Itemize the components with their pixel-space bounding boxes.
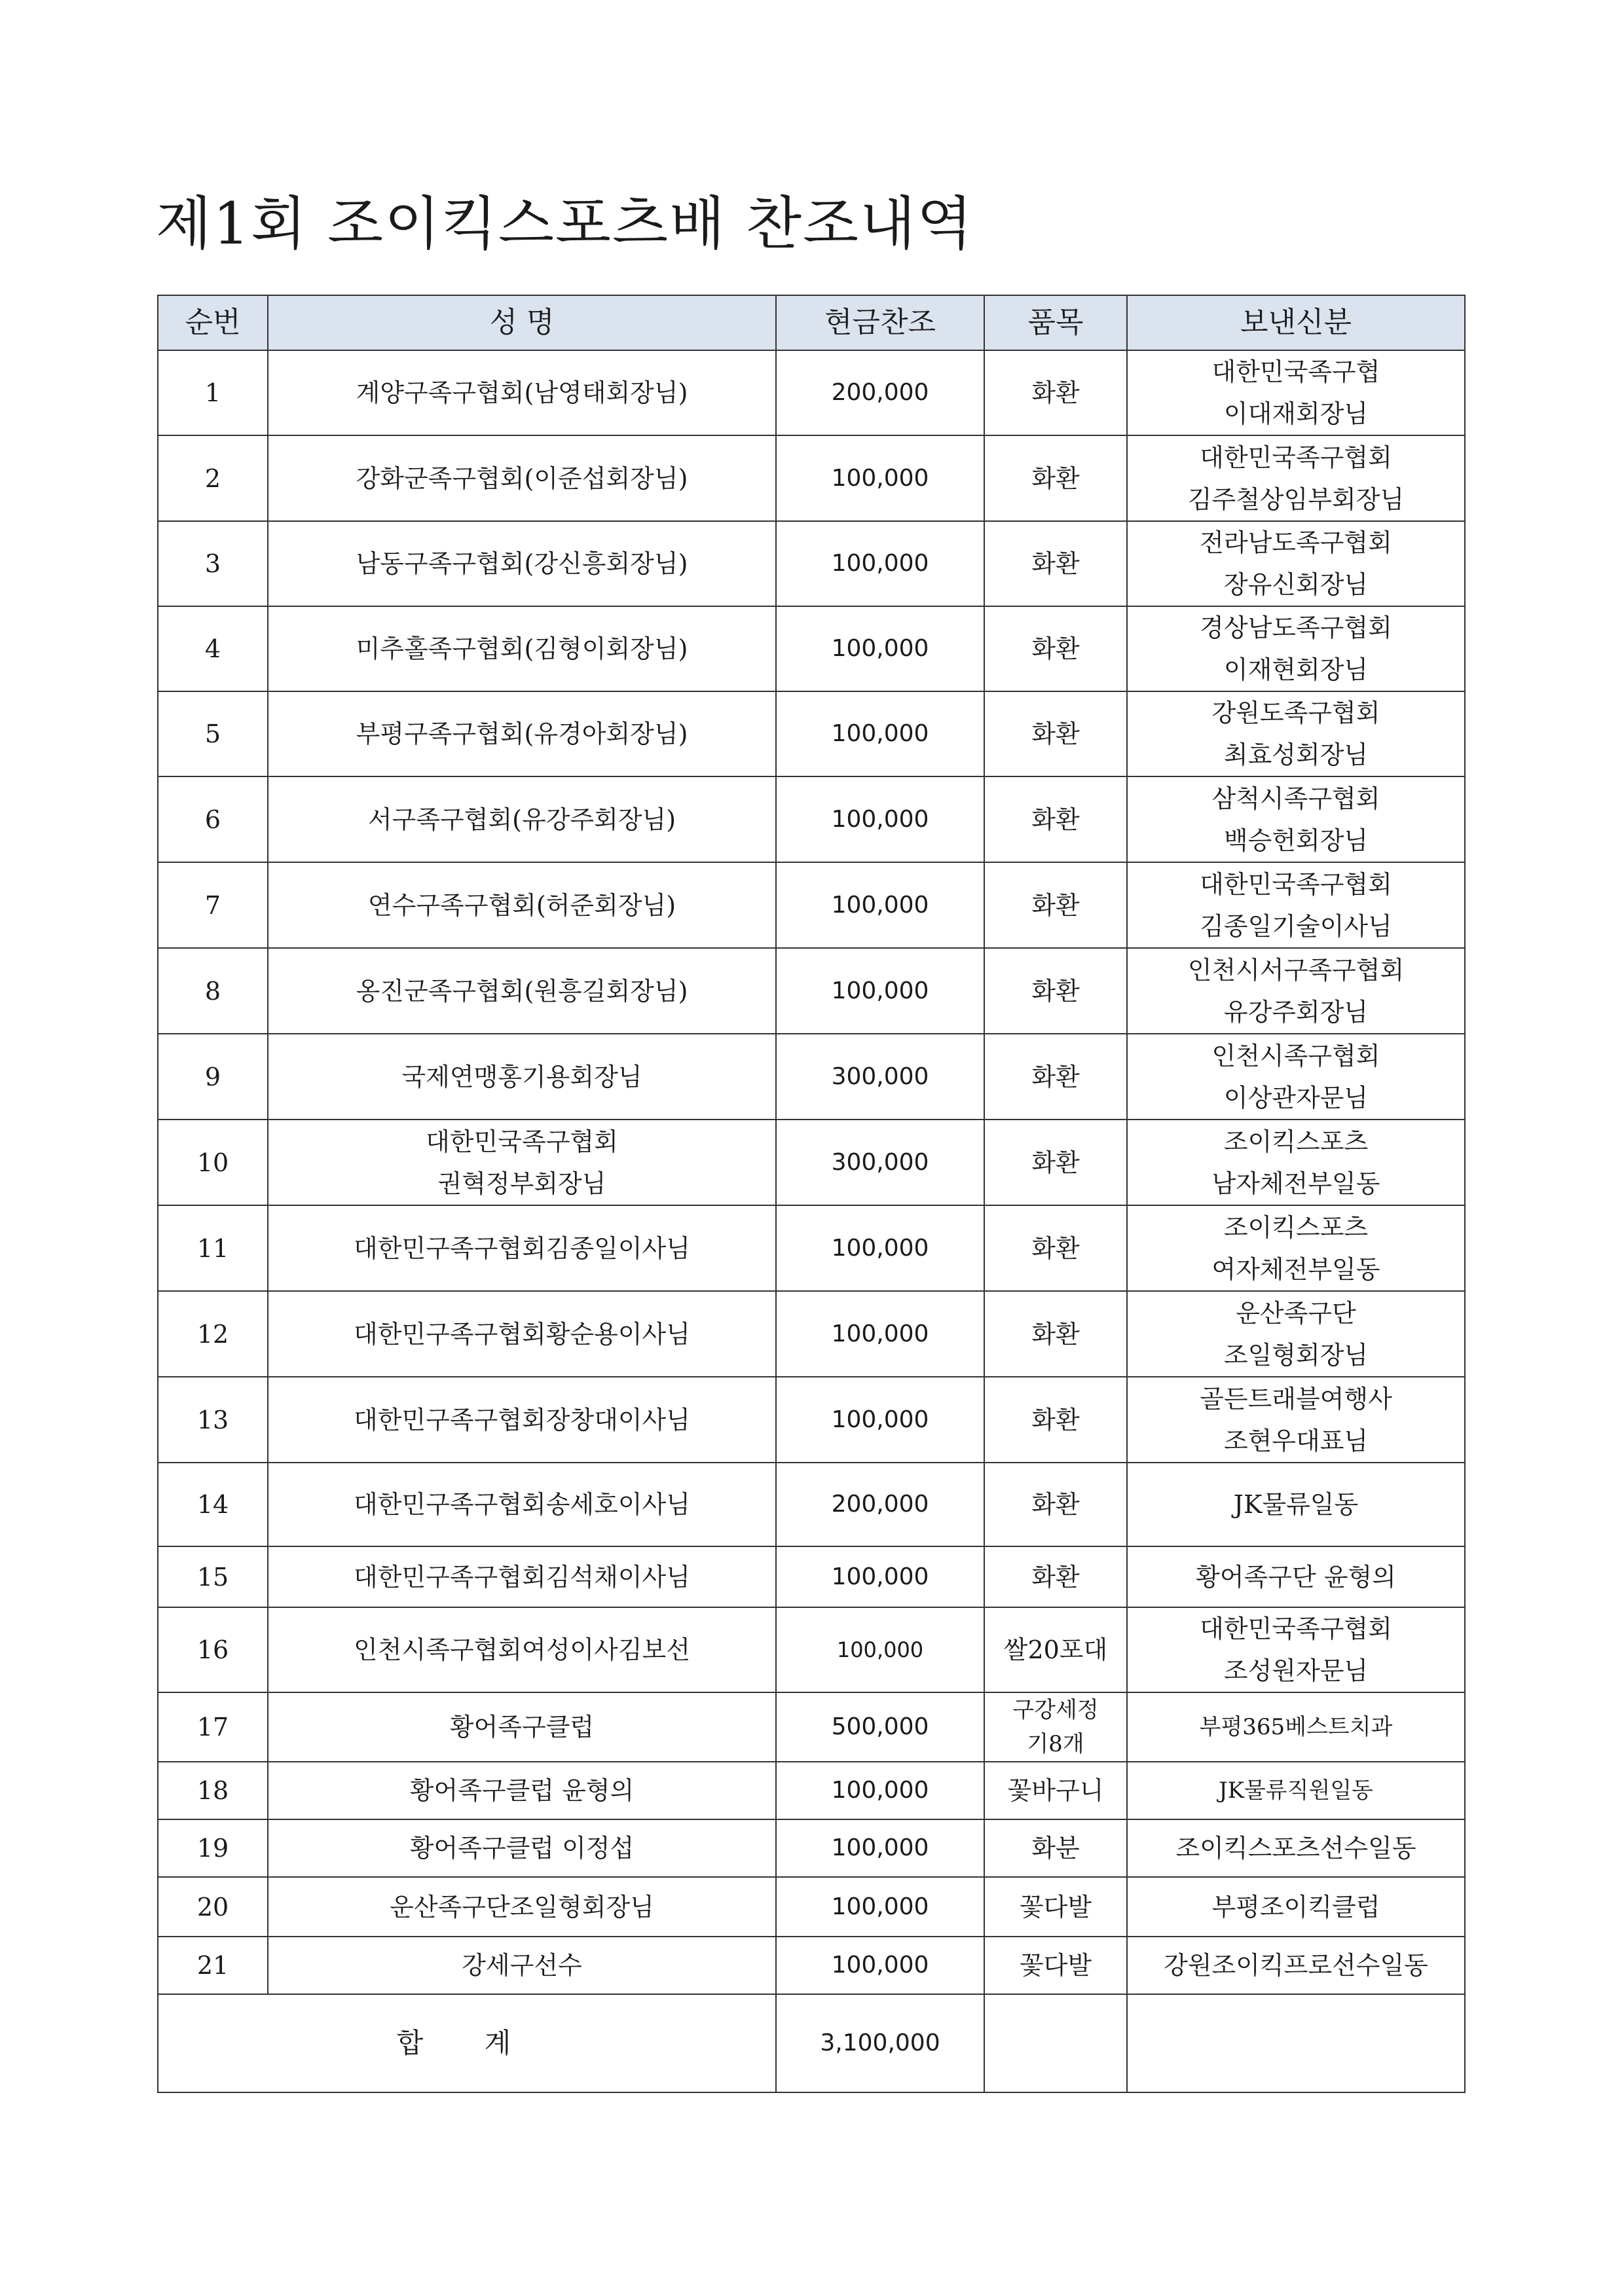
item-line: 화환 <box>1031 464 1080 493</box>
item-line: 꽃바구니 <box>1007 1776 1104 1805</box>
row-sender <box>1127 521 1465 606</box>
sender-line: JK물류직원일동 <box>1218 1777 1374 1804</box>
row-sender <box>1127 1034 1465 1120</box>
row-sender <box>1127 1819 1465 1877</box>
row-item <box>984 1546 1127 1607</box>
sender-line: 조성원자문님 <box>1223 1656 1369 1685</box>
name-line: 미추홀족구협회(김형이회장님) <box>356 634 688 663</box>
header-sender: 보낸신분 <box>1127 295 1465 350</box>
sender-line: 이재현회장님 <box>1223 655 1369 684</box>
row-name <box>268 521 776 606</box>
row-seq: 17 <box>158 1692 268 1762</box>
sender-line: 대한민국족구협 <box>1211 357 1380 386</box>
sender-line: 삼척시족구협회 <box>1211 784 1380 813</box>
row-name <box>268 1205 776 1291</box>
sender-line: 조현우대표님 <box>1223 1426 1369 1455</box>
row-name <box>268 435 776 521</box>
name-line: 강세구선수 <box>462 1951 582 1980</box>
sender-line: 대한민국족구협회 <box>1200 1614 1392 1643</box>
row-item <box>984 1607 1127 1692</box>
row-cash: 100,000 <box>776 1546 984 1607</box>
row-seq: 7 <box>158 862 268 948</box>
row-cash: 100,000 <box>776 1937 984 1994</box>
name-line: 황어족구클럽 윤형의 <box>409 1776 635 1805</box>
item-line: 화환 <box>1031 1562 1080 1592</box>
row-cash: 100,000 <box>776 1819 984 1877</box>
row-sender <box>1127 691 1465 776</box>
name-line: 부평구족구협회(유경아회장님) <box>356 720 688 748</box>
row-name <box>268 1762 776 1819</box>
table-row <box>158 521 1465 606</box>
row-name <box>268 1463 776 1546</box>
row-cash: 200,000 <box>776 1463 984 1546</box>
row-item <box>984 862 1127 948</box>
row-item <box>984 350 1127 435</box>
sender-line: 김종일기술이사님 <box>1200 911 1392 941</box>
sender-line: 김주철상임부회장님 <box>1187 484 1405 514</box>
table-row <box>158 435 1465 521</box>
table-row <box>158 1205 1465 1291</box>
row-sender <box>1127 1762 1465 1819</box>
name-line: 강화군족구협회(이준섭회장님) <box>356 464 688 493</box>
sender-line: 유강주회장님 <box>1223 997 1369 1027</box>
row-item <box>984 1937 1127 1994</box>
item-line: 꽃다발 <box>1019 1951 1092 1980</box>
item-line: 기8개 <box>1027 1731 1084 1757</box>
table-row <box>158 1819 1465 1877</box>
row-seq: 21 <box>158 1937 268 1994</box>
sender-line: 조일형회장님 <box>1223 1340 1369 1370</box>
row-cash: 100,000 <box>776 776 984 862</box>
table-row <box>158 1291 1465 1377</box>
table-row <box>158 1607 1465 1692</box>
item-line: 화환 <box>1031 378 1080 407</box>
row-name <box>268 1377 776 1463</box>
row-item <box>984 776 1127 862</box>
row-item <box>984 1291 1127 1377</box>
row-sender <box>1127 1607 1465 1692</box>
row-item <box>984 1120 1127 1205</box>
row-sender <box>1127 1120 1465 1205</box>
row-cash: 100,000 <box>776 1877 984 1937</box>
sender-line: JK물류일동 <box>1233 1490 1359 1519</box>
row-item <box>984 1463 1127 1546</box>
table-row <box>158 1762 1465 1819</box>
row-sender <box>1127 1877 1465 1937</box>
name-line: 인천시족구협회여성이사김보선 <box>354 1635 690 1664</box>
sender-line: 강원도족구협회 <box>1211 699 1380 727</box>
row-name <box>268 1819 776 1877</box>
name-line: 황어족구클럽 <box>449 1713 595 1741</box>
sender-line: 조이킥스포츠선수일동 <box>1175 1834 1416 1863</box>
row-cash: 100,000 <box>776 521 984 606</box>
sender-line: 부평조이킥클럽 <box>1211 1892 1380 1922</box>
row-cash: 100,000 <box>776 1762 984 1819</box>
row-name <box>268 691 776 776</box>
row-seq: 14 <box>158 1463 268 1546</box>
sender-line: 부평365베스트치과 <box>1199 1714 1393 1740</box>
table-row <box>158 1377 1465 1463</box>
sender-line: 인천시족구협회 <box>1211 1041 1380 1070</box>
row-name <box>268 1120 776 1205</box>
sender-line: 이대재회장님 <box>1223 399 1369 428</box>
row-seq: 4 <box>158 606 268 691</box>
row-item <box>984 1819 1127 1877</box>
row-item <box>984 435 1127 521</box>
row-cash: 300,000 <box>776 1120 984 1205</box>
item-line: 화환 <box>1031 805 1080 834</box>
row-seq: 2 <box>158 435 268 521</box>
row-item <box>984 1034 1127 1120</box>
sender-line: 경상남도족구협회 <box>1200 613 1392 642</box>
item-line: 화환 <box>1031 1319 1080 1349</box>
row-item <box>984 521 1127 606</box>
row-name <box>268 606 776 691</box>
name-line: 대한민구족구협회황순용이사님 <box>354 1319 690 1349</box>
row-seq: 12 <box>158 1291 268 1377</box>
row-cash: 100,000 <box>776 1607 984 1692</box>
table-row <box>158 350 1465 435</box>
row-cash: 100,000 <box>776 862 984 948</box>
row-name <box>268 1291 776 1377</box>
row-sender <box>1127 435 1465 521</box>
name-line: 운산족구단조일형회장님 <box>390 1892 654 1922</box>
item-line: 화환 <box>1031 976 1080 1006</box>
row-cash: 100,000 <box>776 948 984 1034</box>
row-seq: 8 <box>158 948 268 1034</box>
table-row <box>158 606 1465 691</box>
row-seq: 3 <box>158 521 268 606</box>
name-line: 대한민구족구협회송세호이사님 <box>354 1490 690 1519</box>
row-name <box>268 1607 776 1692</box>
row-item <box>984 1762 1127 1819</box>
name-line: 계양구족구협회(남영태회장님) <box>356 378 688 407</box>
row-seq: 16 <box>158 1607 268 1692</box>
row-cash: 100,000 <box>776 691 984 776</box>
item-line: 구강세정 <box>1012 1697 1099 1723</box>
sender-line: 백승헌회장님 <box>1223 826 1369 855</box>
item-line: 화환 <box>1031 549 1080 578</box>
item-line: 화분 <box>1031 1834 1080 1863</box>
sender-line: 강원조이킥프로선수일동 <box>1164 1951 1428 1980</box>
name-line: 대한민구족구협회김석채이사님 <box>354 1562 690 1592</box>
table-row <box>158 1546 1465 1607</box>
row-cash: 100,000 <box>776 1291 984 1377</box>
name-line: 남동구족구협회(강신흥회장님) <box>356 549 688 578</box>
name-line: 대한민구족구협회장창대이사님 <box>354 1405 690 1434</box>
row-item <box>984 1377 1127 1463</box>
row-name <box>268 1877 776 1937</box>
name-line: 옹진군족구협회(원흥길회장님) <box>356 976 688 1006</box>
row-sender <box>1127 1377 1465 1463</box>
name-line: 권혁정부회장님 <box>437 1169 606 1198</box>
sender-line: 최효성회장님 <box>1223 740 1369 769</box>
sender-line: 조이킥스포츠 <box>1223 1212 1369 1242</box>
item-line: 화환 <box>1031 1233 1080 1263</box>
row-item <box>984 691 1127 776</box>
row-seq: 10 <box>158 1120 268 1205</box>
row-name <box>268 1034 776 1120</box>
sender-line: 골든트래블여행사 <box>1200 1384 1392 1413</box>
name-line: 대한민국족구협회 <box>426 1127 618 1156</box>
header-cash: 현금찬조 <box>776 295 984 350</box>
row-cash: 100,000 <box>776 606 984 691</box>
row-sender <box>1127 1463 1465 1546</box>
row-sender <box>1127 1291 1465 1377</box>
row-seq: 5 <box>158 691 268 776</box>
row-seq: 15 <box>158 1546 268 1607</box>
name-line: 서구족구협회(유강주회장님) <box>367 805 676 834</box>
row-cash: 500,000 <box>776 1692 984 1762</box>
item-line: 화환 <box>1031 1405 1080 1434</box>
row-cash: 300,000 <box>776 1034 984 1120</box>
sender-line: 인천시서구족구협회 <box>1187 955 1405 985</box>
row-name <box>268 1692 776 1762</box>
total-cash: 3,100,000 <box>776 1994 984 2092</box>
item-line: 화환 <box>1031 1490 1080 1519</box>
name-line: 대한민구족구협회김종일이사님 <box>354 1233 690 1263</box>
table-row <box>158 1120 1465 1205</box>
row-seq: 19 <box>158 1819 268 1877</box>
name-line: 국제연맹홍기용회장님 <box>401 1062 642 1091</box>
name-line: 연수구족구협회(허준회장님) <box>367 890 676 920</box>
row-sender <box>1127 776 1465 862</box>
row-name <box>268 1546 776 1607</box>
table-header-row <box>158 295 1465 350</box>
page-title: 제1회 조이킥스포츠배 찬조내역 <box>156 190 974 257</box>
row-name <box>268 948 776 1034</box>
item-line: 화환 <box>1031 720 1080 748</box>
table-row <box>158 948 1465 1034</box>
row-item <box>984 606 1127 691</box>
name-line: 황어족구클럽 이정섭 <box>409 1834 635 1863</box>
item-line: 화환 <box>1031 1148 1080 1177</box>
sender-line: 이상관자문님 <box>1223 1083 1369 1112</box>
row-seq: 13 <box>158 1377 268 1463</box>
sender-line: 남자체전부일동 <box>1211 1169 1380 1198</box>
item-line: 쌀20포대 <box>1003 1635 1108 1664</box>
sender-line: 여자체전부일동 <box>1211 1254 1380 1284</box>
total-label: 합 계 <box>158 1994 776 2092</box>
row-seq: 9 <box>158 1034 268 1120</box>
row-sender <box>1127 1546 1465 1607</box>
total-item-empty <box>984 1994 1127 2092</box>
row-sender <box>1127 1692 1465 1762</box>
sender-line: 전라남도족구협회 <box>1200 528 1392 557</box>
row-cash: 100,000 <box>776 1205 984 1291</box>
item-line: 화환 <box>1031 890 1080 920</box>
row-name <box>268 350 776 435</box>
table-row <box>158 691 1465 776</box>
row-seq: 20 <box>158 1877 268 1937</box>
table-row <box>158 1692 1465 1762</box>
row-sender <box>1127 948 1465 1034</box>
sender-line: 대한민국족구협회 <box>1200 869 1392 899</box>
header-seq: 순번 <box>158 295 268 350</box>
item-line: 화환 <box>1031 634 1080 663</box>
table-row <box>158 1463 1465 1546</box>
table-row <box>158 862 1465 948</box>
header-item: 품목 <box>984 295 1127 350</box>
sender-line: 황어족구단 윤형의 <box>1196 1562 1396 1592</box>
donation-table <box>157 295 1466 2093</box>
row-cash: 100,000 <box>776 1377 984 1463</box>
total-row <box>158 1994 1465 2092</box>
row-name <box>268 776 776 862</box>
row-sender <box>1127 1205 1465 1291</box>
row-sender <box>1127 350 1465 435</box>
item-line: 꽃다발 <box>1019 1892 1092 1922</box>
row-seq: 11 <box>158 1205 268 1291</box>
item-line: 화환 <box>1031 1062 1080 1091</box>
row-cash: 100,000 <box>776 435 984 521</box>
row-item <box>984 1205 1127 1291</box>
sender-line: 운산족구단 <box>1236 1298 1356 1328</box>
header-name: 성 명 <box>268 295 776 350</box>
row-seq: 1 <box>158 350 268 435</box>
table-row <box>158 1034 1465 1120</box>
row-sender <box>1127 606 1465 691</box>
row-name <box>268 1937 776 1994</box>
table-row <box>158 1937 1465 1994</box>
sender-line: 장유신회장님 <box>1223 570 1369 599</box>
row-cash: 200,000 <box>776 350 984 435</box>
row-seq: 6 <box>158 776 268 862</box>
row-item <box>984 1692 1127 1762</box>
row-item <box>984 948 1127 1034</box>
row-sender <box>1127 862 1465 948</box>
row-seq: 18 <box>158 1762 268 1819</box>
sender-line: 대한민국족구협회 <box>1200 443 1392 472</box>
row-item <box>984 1877 1127 1937</box>
table-row <box>158 776 1465 862</box>
total-sender-empty <box>1127 1994 1465 2092</box>
table-row <box>158 1877 1465 1937</box>
table-body <box>158 350 1465 1994</box>
row-sender <box>1127 1937 1465 1994</box>
row-name <box>268 862 776 948</box>
sender-line: 조이킥스포츠 <box>1223 1127 1369 1156</box>
